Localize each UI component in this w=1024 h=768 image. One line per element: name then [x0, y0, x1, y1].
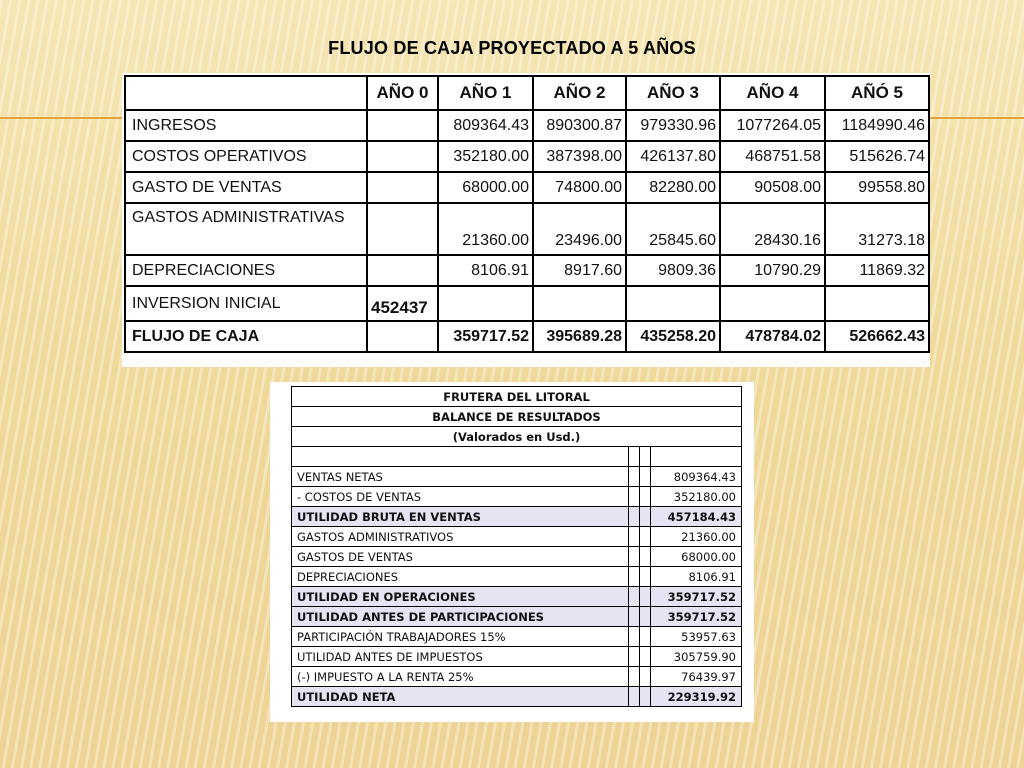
row-label: PARTICIPACIÓN TRABAJADORES 15% [292, 627, 629, 647]
table-row [125, 203, 929, 255]
initial-investment-value: 452437 [367, 286, 438, 321]
row-value: 21360.00 [651, 527, 742, 547]
table-row [292, 527, 742, 547]
table-cell: 23496.00 [533, 203, 626, 255]
header-cell-year-5: AÑÓ 5 [825, 76, 929, 110]
header-cell-year-2: AÑO 2 [533, 76, 626, 110]
header-cell-year-4: AÑO 4 [720, 76, 825, 110]
table-cell: 526662.43 [825, 321, 929, 352]
table-cell: 478784.02 [720, 321, 825, 352]
row-value: 305759.90 [651, 647, 742, 667]
row-label: FLUJO DE CAJA [125, 321, 367, 352]
table-cell: 435258.20 [626, 321, 720, 352]
table-cell: 359717.52 [438, 321, 533, 352]
table-cell [367, 110, 438, 141]
company-row [292, 387, 742, 407]
blank-cell [629, 507, 640, 527]
table-row [125, 172, 929, 203]
table-row [292, 467, 742, 487]
table-row [292, 567, 742, 587]
table-cell [367, 172, 438, 203]
table-row [125, 255, 929, 286]
blank-cell [629, 567, 640, 587]
table-cell [438, 286, 533, 321]
subtitle-row [292, 407, 742, 427]
currency-row [292, 427, 742, 447]
row-value: 76439.97 [651, 667, 742, 687]
table-cell: 28430.16 [720, 203, 825, 255]
blank-cell [629, 487, 640, 507]
row-value: 457184.43 [651, 507, 742, 527]
table-row [292, 607, 742, 627]
table-cell: 82280.00 [626, 172, 720, 203]
blank-cell [640, 687, 651, 707]
blank-cell [640, 627, 651, 647]
header-cell-year-0: AÑO 0 [367, 76, 438, 110]
table-cell: 10790.29 [720, 255, 825, 286]
table-cell [367, 203, 438, 255]
table-row [125, 141, 929, 172]
table-cell: 387398.00 [533, 141, 626, 172]
table-cell [367, 321, 438, 352]
table-cell: 1077264.05 [720, 110, 825, 141]
table-row [292, 487, 742, 507]
cash-flow-table [124, 75, 930, 353]
table-header-row [125, 76, 929, 110]
row-value: 809364.43 [651, 467, 742, 487]
blank-cell [629, 667, 640, 687]
table-cell: 1184990.46 [825, 110, 929, 141]
row-label: DEPRECIACIONES [292, 567, 629, 587]
row-label: UTILIDAD BRUTA EN VENTAS [292, 507, 629, 527]
table-cell: 31273.18 [825, 203, 929, 255]
row-label: COSTOS OPERATIVOS [125, 141, 367, 172]
table-row [125, 286, 929, 321]
row-label: UTILIDAD ANTES DE IMPUESTOS [292, 647, 629, 667]
table-cell: 74800.00 [533, 172, 626, 203]
blank-cell [640, 527, 651, 547]
table-cell [367, 141, 438, 172]
blank-cell [629, 547, 640, 567]
blank-cell [640, 667, 651, 687]
blank-cell [629, 627, 640, 647]
table-cell [367, 255, 438, 286]
table-cell: 979330.96 [626, 110, 720, 141]
table-cell [533, 286, 626, 321]
blank-row [292, 447, 742, 467]
currency-note: (Valorados en Usd.) [292, 427, 742, 447]
blank-cell [629, 607, 640, 627]
table-cell: 25845.60 [626, 203, 720, 255]
table-cell: 395689.28 [533, 321, 626, 352]
row-label: UTILIDAD EN OPERACIONES [292, 587, 629, 607]
blank-cell [651, 447, 742, 467]
table-cell: 90508.00 [720, 172, 825, 203]
table-cell: 99558.80 [825, 172, 929, 203]
table-row [292, 667, 742, 687]
row-value: 359717.52 [651, 607, 742, 627]
table-cell: 21360.00 [438, 203, 533, 255]
blank-cell [629, 467, 640, 487]
blank-cell [640, 507, 651, 527]
row-value: 8106.91 [651, 567, 742, 587]
statement-title: BALANCE DE RESULTADOS [292, 407, 742, 427]
table-cell: 9809.36 [626, 255, 720, 286]
row-label: UTILIDAD ANTES DE PARTICIPACIONES [292, 607, 629, 627]
row-label: (-) IMPUESTO A LA RENTA 25% [292, 667, 629, 687]
table-cell: 352180.00 [438, 141, 533, 172]
table-cell [626, 286, 720, 321]
blank-cell [640, 647, 651, 667]
blank-cell [640, 607, 651, 627]
blank-cell [292, 447, 629, 467]
table-cell: 8106.91 [438, 255, 533, 286]
row-label: - COSTOS DE VENTAS [292, 487, 629, 507]
blank-cell [629, 527, 640, 547]
blank-cell [629, 647, 640, 667]
header-cell [125, 76, 367, 110]
row-label: GASTOS ADMINISTRATIVAS [125, 203, 367, 255]
blank-cell [629, 687, 640, 707]
blank-cell [640, 487, 651, 507]
table-cell: 68000.00 [438, 172, 533, 203]
income-statement-table [291, 386, 742, 707]
net-income-row [292, 687, 742, 707]
table-cell: 809364.43 [438, 110, 533, 141]
table-cell [720, 286, 825, 321]
table-cell: 515626.74 [825, 141, 929, 172]
header-cell-year-3: AÑO 3 [626, 76, 720, 110]
row-value: 53957.63 [651, 627, 742, 647]
table-row [292, 627, 742, 647]
row-label: UTILIDAD NETA [292, 687, 629, 707]
row-value: 352180.00 [651, 487, 742, 507]
row-value: 359717.52 [651, 587, 742, 607]
blank-cell [640, 547, 651, 567]
blank-cell [640, 567, 651, 587]
blank-cell [640, 587, 651, 607]
table-row [292, 647, 742, 667]
table-cell: 468751.58 [720, 141, 825, 172]
table-cell: 426137.80 [626, 141, 720, 172]
page-title: FLUJO DE CAJA PROYECTADO A 5 AÑOS [328, 38, 696, 58]
row-label: GASTOS DE VENTAS [292, 547, 629, 567]
total-row [125, 321, 929, 352]
blank-cell [629, 587, 640, 607]
row-value: 229319.92 [651, 687, 742, 707]
table-cell: 890300.87 [533, 110, 626, 141]
row-label: VENTAS NETAS [292, 467, 629, 487]
table-cell: 8917.60 [533, 255, 626, 286]
row-label: INVERSION INICIAL [125, 286, 367, 321]
table-row [125, 110, 929, 141]
header-cell-year-1: AÑO 1 [438, 76, 533, 110]
blank-cell [640, 447, 651, 467]
row-value: 68000.00 [651, 547, 742, 567]
company-name: FRUTERA DEL LITORAL [292, 387, 742, 407]
table-cell: 11869.32 [825, 255, 929, 286]
blank-cell [640, 467, 651, 487]
income-statement-container [270, 382, 754, 722]
row-label: DEPRECIACIONES [125, 255, 367, 286]
row-label: INGRESOS [125, 110, 367, 141]
blank-cell [629, 447, 640, 467]
table-row [292, 507, 742, 527]
table-row [292, 547, 742, 567]
row-label: GASTOS ADMINISTRATIVOS [292, 527, 629, 547]
table-row [292, 587, 742, 607]
cash-flow-table-container [122, 73, 930, 367]
row-label: GASTO DE VENTAS [125, 172, 367, 203]
table-cell [825, 286, 929, 321]
